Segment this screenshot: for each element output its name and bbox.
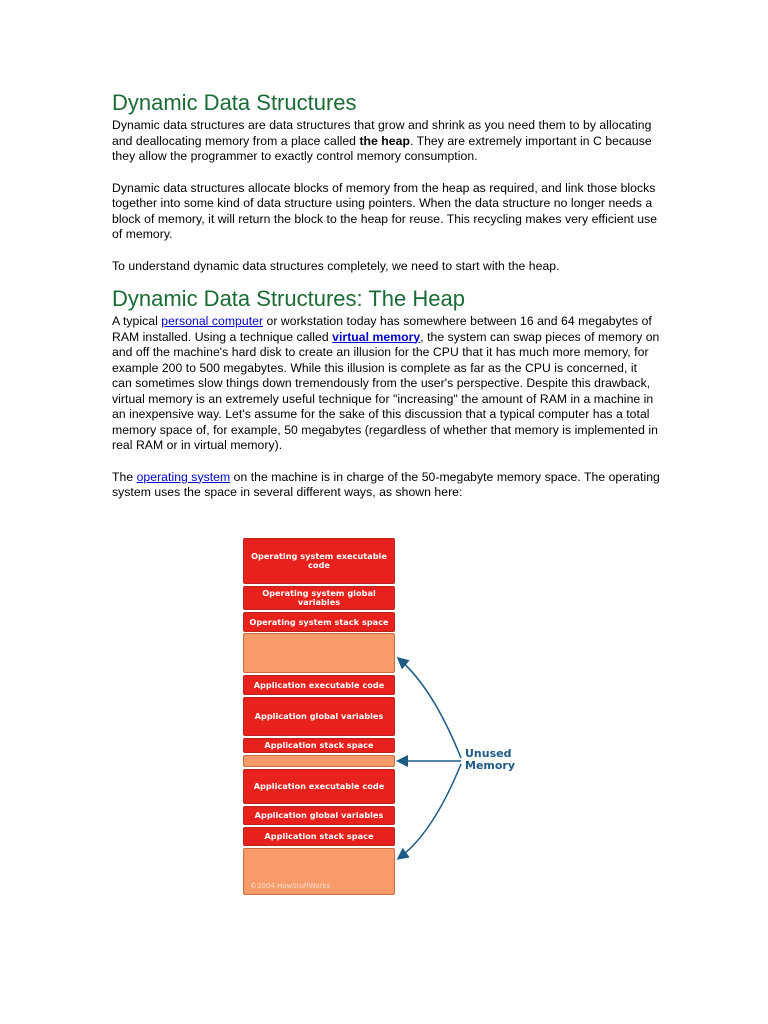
intro-text-a: Dynamic data structures are data structures that grow and shrink as you need them to by allocating and deallocating memory from a place called <box>112 118 652 148</box>
paragraph-typical-computer <box>112 314 660 454</box>
article <box>112 88 660 501</box>
paragraph-intro <box>112 118 660 165</box>
arrow-to-unused-1 <box>399 659 461 758</box>
os-text-b: on the machine is in charge of the 50-megabyte memory space. The operating system uses the space in several different ways, as shown here: <box>112 469 660 499</box>
block-os-global-variables: Operating system global variables <box>243 586 395 610</box>
intro-text-b: . They are extremely important in C because they allow the programmer to exactly control memory consumption. <box>112 133 652 163</box>
copyright-text: ©2004 HowStuffWorks <box>250 882 331 890</box>
paragraph-allocation: Dynamic data structures allocate blocks of memory from the heap as required, and link those blocks together into some kind of data structure using pointers. When the data structure no longer needs a block of memory, it will return the block to the heap for reuse. This recycling makes very efficient use of memory. <box>112 180 658 241</box>
heap-text-a: A typical <box>112 314 162 328</box>
paragraph-operating-system <box>112 470 660 501</box>
link-virtual-memory[interactable]: virtual memory <box>332 329 421 344</box>
heading-the-heap: Dynamic Data Structures: The Heap <box>112 286 465 311</box>
arrow-to-unused-3 <box>399 764 461 858</box>
heading-dynamic-data-structures: Dynamic Data Structures <box>112 90 357 115</box>
block-os-executable-code: Operating system executable code <box>243 538 395 584</box>
block-os-stack-space: Operating system stack space <box>243 612 395 632</box>
unused-label-line2: Memory <box>465 759 516 772</box>
unused-memory-arrows <box>243 538 543 898</box>
block-app1-stack-space: Application stack space <box>243 738 395 753</box>
unused-memory-label <box>465 748 515 772</box>
the-heap-bold: the heap <box>359 133 410 148</box>
memory-diagram <box>243 538 543 898</box>
unused-label-line1: Unused <box>465 747 512 760</box>
link-operating-system[interactable]: operating system <box>136 469 231 484</box>
heap-text-b: or workstation today has somewhere between 16 and 64 megabytes of RAM installed. Using a technique called <box>112 314 652 344</box>
block-app2-executable-code: Application executable code <box>243 769 395 804</box>
paragraph-understand: To understand dynamic data structures completely, we need to start with the heap. <box>112 258 560 273</box>
heap-text-c: , the system can swap pieces of memory on and off the machine's hard disk to create an illusion for the CPU that it has much more memory, for example 200 to 500 megabytes. While this illusion is complete as far as the CPU is concerned, it can sometimes slow things down tremendously from the user's perspective. Despite this drawback, virtual memory is an extremely useful technique for "increasing" the amount of RAM in a machine in an inexpensive way. Let's assume for the sake of this discussion that a typical computer has a total memory space of, for example, 50 megabytes (regardless of whether that memory is implemented in real RAM or in virtual memory). <box>112 329 660 452</box>
block-app2-global-variables: Application global variables <box>243 806 395 825</box>
block-app1-executable-code: Application executable code <box>243 675 395 695</box>
block-app2-stack-space: Application stack space <box>243 827 395 846</box>
block-app1-global-variables: Application global variables <box>243 697 395 736</box>
link-personal-computer[interactable]: personal computer <box>161 314 264 328</box>
os-text-a: The <box>112 469 137 484</box>
